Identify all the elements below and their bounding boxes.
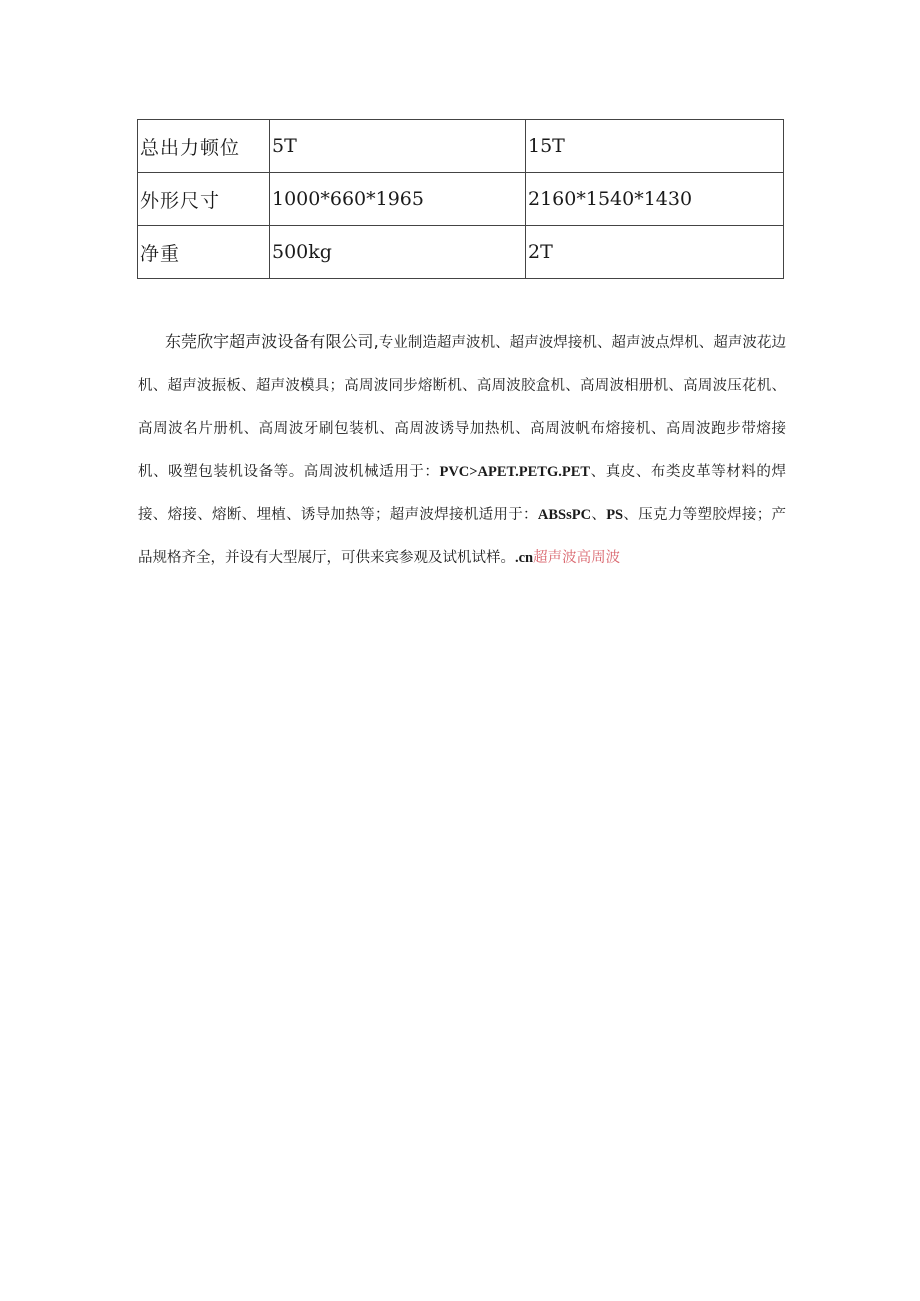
row-label: 净重 <box>138 226 270 279</box>
row-label: 外形尺寸 <box>138 173 270 226</box>
row-label: 总出力顿位 <box>138 120 270 173</box>
table-row <box>138 226 784 279</box>
table-cell: 5T <box>270 120 526 173</box>
description-text: 、真皮、布类皮革等材料的焊接、熔接、熔断、埋植、诱导加热等；超声波焊接机适用于： <box>138 464 787 523</box>
company-description <box>138 320 786 580</box>
table-row <box>138 120 784 173</box>
materials-list: PVC>APET.PETG.PET <box>439 464 591 480</box>
table-cell: 15T <box>526 120 784 173</box>
table-row <box>138 173 784 226</box>
domain-suffix: .cn <box>515 550 534 566</box>
table-cell: 1000*660*1965 <box>270 173 526 226</box>
description-text: 、 <box>591 507 607 523</box>
description-text: 专业制造超声波机、超声波焊接机、超声波点焊机、超声波花边机、超声波振板、超声波模具；高周波同步熔断机、高周波胶盒机、高周波相册机、高周波压花机、高周波名片册机、高周波牙刷包装机、高周波诱导加热机、高周波帆布熔接机、高周波跑步带熔接机、吸塑包装机设备等。高周波机械适用于： <box>138 335 787 480</box>
materials-list: PS <box>606 507 624 523</box>
company-name: 东莞欣宇超声波设备有限公司, <box>165 332 379 351</box>
spec-table <box>137 119 784 279</box>
materials-list: ABSsPC <box>537 507 592 523</box>
table-cell: 2160*1540*1430 <box>526 173 784 226</box>
description-text: 、压克力等塑胶焊接；产品规格齐全，并设有大型展厅，可供来宾参观及试机试样。 <box>138 507 787 566</box>
table-cell: 2T <box>526 226 784 279</box>
table-cell: 500kg <box>270 226 526 279</box>
site-link[interactable]: 超声波高周波 <box>533 550 621 566</box>
